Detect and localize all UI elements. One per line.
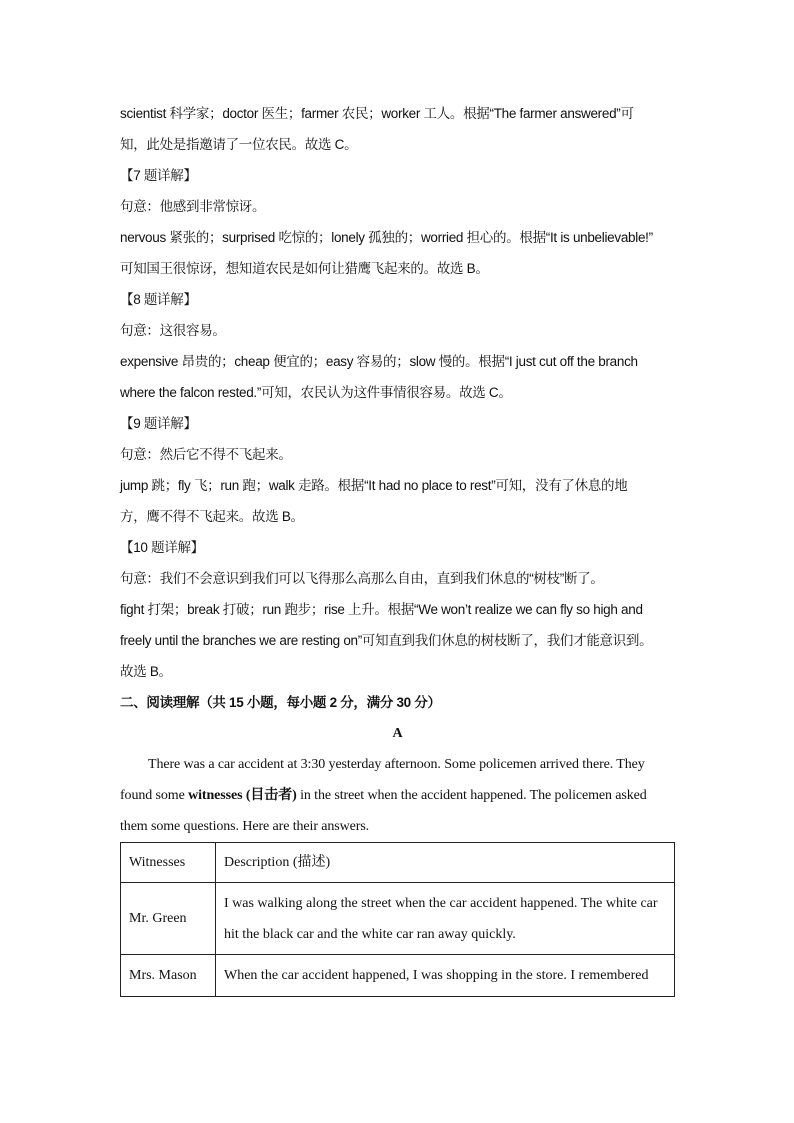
document-page [120,98,675,997]
question-10-header: 【10 题详解】 [120,540,204,555]
passage-line-3: them some questions. Here are their answers. [120,819,370,834]
question-7-meaning: 句意：他感到非常惊讶。 [120,199,266,214]
table-cell-witness: Mr. Green [121,883,216,955]
question-7-explanation-line-2: 可知国王很惊讶，想知道农民是如何让猎鹰飞起来的。故选 B。 [120,261,489,276]
passage-line-2 [120,780,675,811]
question-8-explanation-line-1: expensive 昂贵的；cheap 便宜的；easy 容易的；slow 慢的。根据“I just cut off the branch [120,354,638,369]
question-7-header: 【7 题详解】 [120,168,197,183]
table-cell-witness: Mrs. Mason [121,955,216,997]
question-8-meaning: 句意：这很容易。 [120,323,226,338]
question-10-explanation-line-1: fight 打架；break 打破；run 跑步；rise 上升。根据“We won’t realize we can fly so high and [120,602,643,617]
table-cell-description: When the car accident happened, I was shopping in the store. I remembered [216,955,675,997]
passage-line-2-end: in the street when the accident happened. The policemen asked [296,788,647,803]
question-9-explanation-line-2: 方，鹰不得不飞起来。故选 B。 [120,509,304,524]
table-cell-description: I was walking along the street when the car accident happened. The white car hit the black car and the white car ran away quickly. [216,883,675,955]
answer-6-explanation-line-1: scientist 科学家；doctor 医生；farmer 农民；worker 工人。根据“The farmer answered”可 [120,106,634,121]
table-header-witnesses: Witnesses [121,843,216,883]
question-10-explanation-line-2: freely until the branches we are resting on”可知直到我们休息的树枝断了，我们才能意识到。 [120,633,653,648]
section-title: 二、阅读理解（共 15 小题，每小题 2 分，满分 30 分） [120,695,441,710]
table-row [121,883,675,955]
question-9-meaning: 句意：然后它不得不飞起来。 [120,447,292,462]
witnesses-term: witnesses (目击者) [188,788,297,803]
passage-label: A [392,726,403,741]
table-row [121,955,675,997]
table-header-description: Description (描述) [216,843,675,883]
question-8-header: 【8 题详解】 [120,292,197,307]
passage-line-1: There was a car accident at 3:30 yesterday afternoon. Some policemen arrived there. They [148,757,645,772]
witness-table [120,842,675,997]
question-7-explanation-line-1: nervous 紧张的；surprised 吃惊的；lonely 孤独的；worried 担心的。根据“It is unbelievable!” [120,230,653,245]
question-9-explanation-line-1: jump 跳；fly 飞；run 跑；walk 走路。根据“It had no place to rest”可知，没有了休息的地 [120,478,628,493]
answer-6-explanation-line-2: 知，此处是指邀请了一位农民。故选 C。 [120,137,358,152]
question-10-explanation-line-3: 故选 B。 [120,664,172,679]
question-9-header: 【9 题详解】 [120,416,197,431]
passage-line-2-start: found some [120,788,189,803]
question-8-explanation-line-2: where the falcon rested.”可知，农民认为这件事情很容易。故选 C。 [120,385,512,400]
question-10-meaning: 句意：我们不会意识到我们可以飞得那么高那么自由，直到我们休息的“树枝”断了。 [120,571,604,586]
table-header-row [121,843,675,883]
